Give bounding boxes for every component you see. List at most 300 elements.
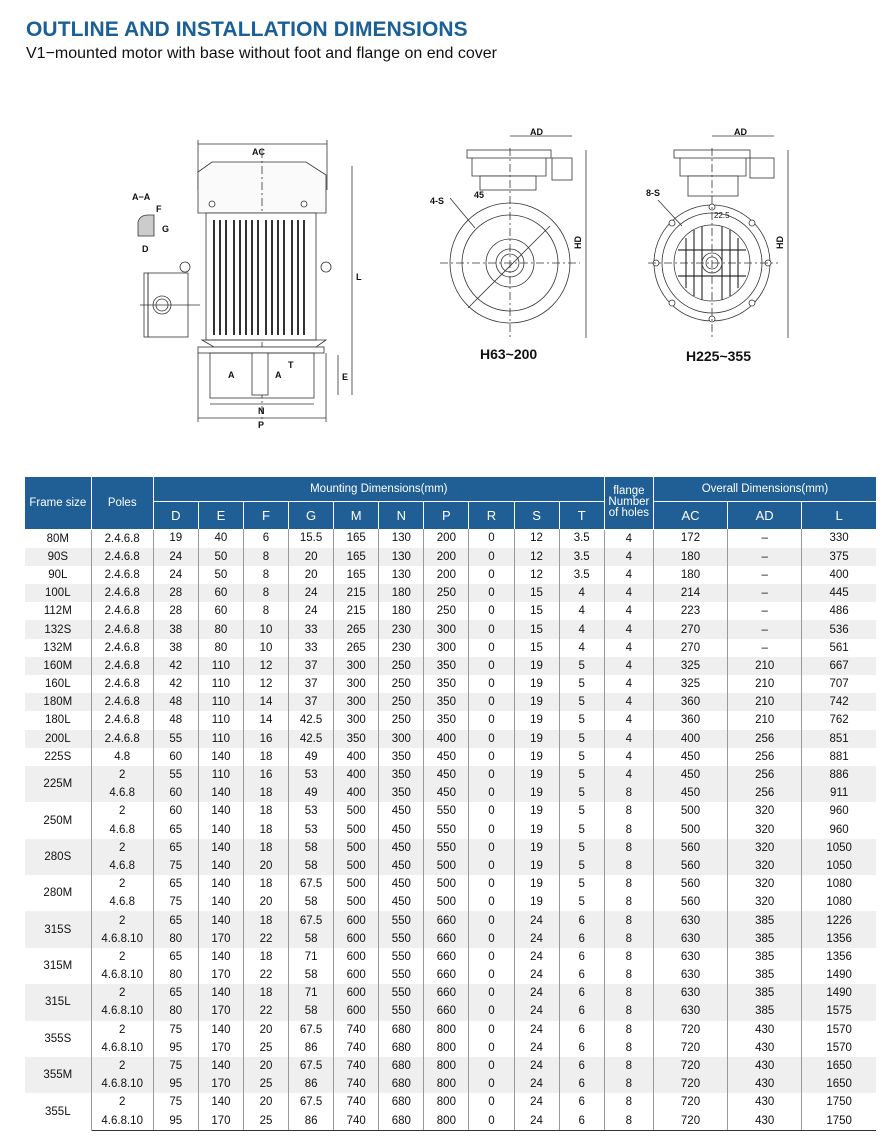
cell-poles: 2 [91, 1093, 153, 1111]
cell-t: 6 [559, 984, 604, 1002]
cell-m: 300 [334, 657, 379, 675]
cell-poles: 2 [91, 875, 153, 893]
cell-s: 19 [514, 875, 559, 893]
table-row [25, 1112, 876, 1131]
header-flange-holes: flange Number of holes [604, 477, 653, 529]
cell-frame-size: 100L [25, 584, 91, 602]
cell-frame-size: 112M [25, 602, 91, 620]
cell-p: 800 [424, 1075, 469, 1093]
cell-m: 740 [334, 1093, 379, 1111]
cell-l: 1650 [802, 1075, 876, 1093]
cell-holes: 4 [604, 748, 653, 766]
cell-t: 5 [559, 730, 604, 748]
cell-poles: 4.6.8 [91, 821, 153, 839]
cell-poles: 2 [91, 948, 153, 966]
cell-g: 42.5 [289, 730, 334, 748]
header-mounting-dimensions: Mounting Dimensions(mm) [153, 477, 604, 502]
cell-poles: 2 [91, 802, 153, 820]
cell-e: 110 [198, 766, 243, 784]
cell-l: 1050 [802, 857, 876, 875]
cell-poles: 4.6.8 [91, 857, 153, 875]
cell-e: 140 [198, 748, 243, 766]
cell-m: 500 [334, 839, 379, 857]
cell-ad: 320 [728, 821, 802, 839]
table-row [25, 1057, 876, 1075]
header-col-r: R [469, 502, 514, 530]
cell-ad: 430 [728, 1057, 802, 1075]
cell-e: 110 [198, 730, 243, 748]
cell-ac: 630 [653, 984, 727, 1002]
cell-s: 19 [514, 730, 559, 748]
cell-n: 450 [379, 857, 424, 875]
cell-s: 19 [514, 784, 559, 802]
cell-f: 20 [243, 1021, 288, 1039]
cell-l: 561 [802, 639, 876, 657]
cell-d: 48 [153, 711, 198, 729]
table-row [25, 857, 876, 875]
cell-r: 0 [469, 566, 514, 584]
label-a-right: A [275, 370, 282, 380]
cell-d: 38 [153, 620, 198, 638]
cell-ac: 720 [653, 1112, 727, 1131]
cell-e: 170 [198, 966, 243, 984]
cell-g: 37 [289, 675, 334, 693]
cell-l: 400 [802, 566, 876, 584]
cell-ad: – [728, 584, 802, 602]
cell-e: 140 [198, 839, 243, 857]
cell-r: 0 [469, 639, 514, 657]
cell-g: 67.5 [289, 1057, 334, 1075]
cell-holes: 4 [604, 675, 653, 693]
cell-m: 500 [334, 857, 379, 875]
cell-d: 60 [153, 802, 198, 820]
cell-poles: 4.6.8.10 [91, 930, 153, 948]
table-row [25, 602, 876, 620]
cell-p: 300 [424, 639, 469, 657]
cell-poles: 2.4.6.8 [91, 711, 153, 729]
cell-f: 16 [243, 730, 288, 748]
cell-r: 0 [469, 1039, 514, 1057]
cell-holes: 8 [604, 930, 653, 948]
cell-frame-size: 132S [25, 620, 91, 638]
cell-l: 445 [802, 584, 876, 602]
cell-f: 12 [243, 675, 288, 693]
table-row [25, 966, 876, 984]
cell-e: 50 [198, 566, 243, 584]
cell-p: 350 [424, 693, 469, 711]
cell-m: 600 [334, 911, 379, 929]
cell-p: 660 [424, 984, 469, 1002]
cell-poles: 4.6.8.10 [91, 1112, 153, 1131]
cell-frame-size: 315L [25, 984, 91, 1020]
cell-r: 0 [469, 948, 514, 966]
cell-frame-size: 160M [25, 657, 91, 675]
cell-l: 881 [802, 748, 876, 766]
table-row [25, 875, 876, 893]
cell-m: 740 [334, 1057, 379, 1075]
cell-ac: 180 [653, 548, 727, 566]
cell-g: 49 [289, 784, 334, 802]
cell-l: 1226 [802, 911, 876, 929]
cell-holes: 8 [604, 1112, 653, 1131]
cell-ac: 450 [653, 748, 727, 766]
cell-poles: 4.6.8.10 [91, 1075, 153, 1093]
cell-n: 450 [379, 802, 424, 820]
cell-l: 1570 [802, 1021, 876, 1039]
cell-holes: 8 [604, 1093, 653, 1111]
cell-e: 140 [198, 893, 243, 911]
cell-n: 450 [379, 821, 424, 839]
cell-g: 24 [289, 602, 334, 620]
cell-g: 71 [289, 984, 334, 1002]
cell-d: 19 [153, 529, 198, 548]
cell-f: 20 [243, 893, 288, 911]
cell-f: 18 [243, 748, 288, 766]
cell-frame-size: 160L [25, 675, 91, 693]
table-row [25, 821, 876, 839]
cell-s: 24 [514, 1057, 559, 1075]
cell-d: 65 [153, 911, 198, 929]
cell-poles: 4.6.8 [91, 784, 153, 802]
cell-e: 110 [198, 657, 243, 675]
cell-t: 3.5 [559, 529, 604, 548]
cell-n: 680 [379, 1039, 424, 1057]
cell-t: 6 [559, 1039, 604, 1057]
cell-s: 19 [514, 802, 559, 820]
cell-d: 95 [153, 1112, 198, 1131]
cell-s: 19 [514, 748, 559, 766]
cell-r: 0 [469, 784, 514, 802]
cell-p: 660 [424, 930, 469, 948]
cell-ac: 560 [653, 875, 727, 893]
cell-ad: 385 [728, 948, 802, 966]
cell-n: 300 [379, 730, 424, 748]
cell-n: 450 [379, 893, 424, 911]
cell-ad: 210 [728, 675, 802, 693]
label-45: 45 [474, 190, 485, 200]
cell-m: 500 [334, 893, 379, 911]
cell-g: 67.5 [289, 911, 334, 929]
cell-frame-size: 355M [25, 1057, 91, 1093]
cell-g: 58 [289, 1002, 334, 1020]
cell-g: 67.5 [289, 875, 334, 893]
table-row [25, 802, 876, 820]
cell-l: 1575 [802, 1002, 876, 1020]
cell-d: 48 [153, 693, 198, 711]
cell-frame-size: 180M [25, 693, 91, 711]
cell-m: 265 [334, 620, 379, 638]
cell-m: 600 [334, 984, 379, 1002]
cell-ac: 560 [653, 893, 727, 911]
cell-t: 5 [559, 711, 604, 729]
table-row [25, 784, 876, 802]
cell-g: 24 [289, 584, 334, 602]
cell-l: 742 [802, 693, 876, 711]
cell-holes: 8 [604, 1021, 653, 1039]
cell-poles: 4.6.8.10 [91, 1002, 153, 1020]
table-row [25, 639, 876, 657]
cell-g: 33 [289, 639, 334, 657]
cell-l: 1050 [802, 839, 876, 857]
cell-ac: 325 [653, 657, 727, 675]
cell-t: 6 [559, 1093, 604, 1111]
cell-ac: 560 [653, 839, 727, 857]
table-row [25, 1002, 876, 1020]
cell-r: 0 [469, 1057, 514, 1075]
cell-r: 0 [469, 966, 514, 984]
cell-s: 12 [514, 529, 559, 548]
cell-t: 5 [559, 693, 604, 711]
table-row [25, 548, 876, 566]
cell-r: 0 [469, 1112, 514, 1131]
cell-r: 0 [469, 620, 514, 638]
cell-holes: 8 [604, 966, 653, 984]
cell-t: 4 [559, 584, 604, 602]
cell-m: 165 [334, 548, 379, 566]
cell-s: 24 [514, 1021, 559, 1039]
cell-holes: 8 [604, 1057, 653, 1075]
header-col-n: N [379, 502, 424, 530]
cell-d: 80 [153, 966, 198, 984]
cell-ac: 630 [653, 948, 727, 966]
dimensions-table [25, 477, 876, 1131]
cell-ad: 430 [728, 1112, 802, 1131]
cell-d: 42 [153, 657, 198, 675]
cell-f: 25 [243, 1075, 288, 1093]
cell-ac: 450 [653, 784, 727, 802]
cell-t: 5 [559, 802, 604, 820]
cell-n: 550 [379, 911, 424, 929]
cell-m: 600 [334, 1002, 379, 1020]
cell-ac: 223 [653, 602, 727, 620]
cell-ad: 256 [728, 748, 802, 766]
cell-s: 19 [514, 821, 559, 839]
cell-p: 800 [424, 1021, 469, 1039]
cell-p: 800 [424, 1039, 469, 1057]
cell-poles: 2 [91, 766, 153, 784]
cell-r: 0 [469, 693, 514, 711]
cell-ad: 385 [728, 1002, 802, 1020]
cell-ac: 720 [653, 1075, 727, 1093]
cell-r: 0 [469, 766, 514, 784]
cell-m: 740 [334, 1075, 379, 1093]
cell-p: 350 [424, 675, 469, 693]
cell-d: 60 [153, 748, 198, 766]
cell-d: 80 [153, 930, 198, 948]
cell-f: 8 [243, 548, 288, 566]
cell-ac: 500 [653, 802, 727, 820]
caption-h225-355: H225~355 [686, 348, 752, 364]
cell-e: 140 [198, 875, 243, 893]
cell-e: 140 [198, 784, 243, 802]
cell-l: 1356 [802, 948, 876, 966]
side-view-drawing [130, 130, 370, 430]
table-row [25, 948, 876, 966]
cell-ac: 214 [653, 584, 727, 602]
cell-frame-size: 315S [25, 911, 91, 947]
cell-s: 19 [514, 657, 559, 675]
cell-t: 5 [559, 893, 604, 911]
cell-d: 65 [153, 821, 198, 839]
cell-l: 1080 [802, 893, 876, 911]
cell-ad: 320 [728, 802, 802, 820]
cell-n: 250 [379, 693, 424, 711]
label-section-aa: A−A [132, 192, 151, 202]
cell-l: 960 [802, 802, 876, 820]
cell-s: 24 [514, 966, 559, 984]
table-row [25, 620, 876, 638]
header-poles: Poles [91, 477, 153, 529]
page-title: OUTLINE AND INSTALLATION DIMENSIONS [26, 18, 468, 41]
cell-ad: 210 [728, 693, 802, 711]
cell-t: 5 [559, 857, 604, 875]
cell-g: 58 [289, 893, 334, 911]
cell-holes: 8 [604, 1039, 653, 1057]
cell-m: 400 [334, 766, 379, 784]
cell-s: 19 [514, 893, 559, 911]
cell-ad: 210 [728, 657, 802, 675]
cell-e: 170 [198, 1075, 243, 1093]
cell-holes: 8 [604, 821, 653, 839]
cell-f: 22 [243, 966, 288, 984]
cell-s: 24 [514, 984, 559, 1002]
cell-g: 49 [289, 748, 334, 766]
cell-g: 71 [289, 948, 334, 966]
cell-n: 350 [379, 784, 424, 802]
cell-t: 6 [559, 1075, 604, 1093]
cell-poles: 2.4.6.8 [91, 529, 153, 548]
cell-ac: 450 [653, 766, 727, 784]
cell-l: 1490 [802, 984, 876, 1002]
cell-f: 16 [243, 766, 288, 784]
cell-d: 60 [153, 784, 198, 802]
cell-n: 680 [379, 1093, 424, 1111]
cell-frame-size: 132M [25, 639, 91, 657]
cell-g: 15.5 [289, 529, 334, 548]
cell-r: 0 [469, 839, 514, 857]
header-col-m: M [334, 502, 379, 530]
cell-e: 110 [198, 711, 243, 729]
cell-holes: 8 [604, 784, 653, 802]
cell-t: 5 [559, 748, 604, 766]
cell-n: 230 [379, 620, 424, 638]
label-d: D [142, 244, 149, 254]
cell-m: 350 [334, 730, 379, 748]
cell-d: 95 [153, 1039, 198, 1057]
cell-r: 0 [469, 984, 514, 1002]
cell-d: 75 [153, 1093, 198, 1111]
cell-f: 18 [243, 875, 288, 893]
cell-f: 12 [243, 657, 288, 675]
cell-poles: 2.4.6.8 [91, 693, 153, 711]
cell-holes: 4 [604, 657, 653, 675]
cell-ad: – [728, 602, 802, 620]
cell-frame-size: 280S [25, 839, 91, 875]
cell-m: 740 [334, 1039, 379, 1057]
label-4s: 4-S [430, 196, 445, 206]
cell-r: 0 [469, 802, 514, 820]
cell-m: 600 [334, 930, 379, 948]
cell-holes: 4 [604, 730, 653, 748]
cell-d: 55 [153, 730, 198, 748]
cell-r: 0 [469, 1075, 514, 1093]
cell-ad: 385 [728, 984, 802, 1002]
cell-n: 130 [379, 548, 424, 566]
cell-m: 500 [334, 821, 379, 839]
cell-e: 140 [198, 1093, 243, 1111]
cell-d: 65 [153, 875, 198, 893]
cell-p: 800 [424, 1112, 469, 1131]
cell-p: 660 [424, 948, 469, 966]
header-col-p: P [424, 502, 469, 530]
cell-s: 15 [514, 639, 559, 657]
cell-p: 350 [424, 711, 469, 729]
cell-ac: 325 [653, 675, 727, 693]
cell-p: 550 [424, 821, 469, 839]
cell-frame-size: 355S [25, 1021, 91, 1057]
cell-r: 0 [469, 584, 514, 602]
cell-t: 5 [559, 766, 604, 784]
cell-g: 86 [289, 1112, 334, 1131]
cell-s: 19 [514, 711, 559, 729]
cell-ac: 630 [653, 930, 727, 948]
cell-p: 450 [424, 748, 469, 766]
cell-r: 0 [469, 1021, 514, 1039]
cell-d: 75 [153, 1021, 198, 1039]
cell-t: 5 [559, 821, 604, 839]
cell-ac: 720 [653, 1057, 727, 1075]
cell-frame-size: 250M [25, 802, 91, 838]
cell-d: 24 [153, 566, 198, 584]
cell-g: 67.5 [289, 1093, 334, 1111]
cell-holes: 8 [604, 893, 653, 911]
cell-r: 0 [469, 875, 514, 893]
cell-r: 0 [469, 930, 514, 948]
cell-l: 375 [802, 548, 876, 566]
cell-e: 60 [198, 602, 243, 620]
cell-holes: 4 [604, 711, 653, 729]
cell-g: 33 [289, 620, 334, 638]
cell-g: 20 [289, 566, 334, 584]
label-hd-large: HD [775, 236, 785, 249]
table-row [25, 693, 876, 711]
cell-r: 0 [469, 675, 514, 693]
cell-f: 14 [243, 693, 288, 711]
label-a-left: A [228, 370, 235, 380]
cell-e: 140 [198, 1021, 243, 1039]
cell-frame-size: 80M [25, 529, 91, 548]
table-row [25, 893, 876, 911]
table-row [25, 748, 876, 766]
cell-f: 20 [243, 1093, 288, 1111]
cell-ad: 320 [728, 857, 802, 875]
cell-n: 680 [379, 1021, 424, 1039]
cell-r: 0 [469, 821, 514, 839]
cell-e: 140 [198, 984, 243, 1002]
cell-g: 53 [289, 802, 334, 820]
header-col-f: F [243, 502, 288, 530]
cell-ac: 560 [653, 857, 727, 875]
cell-r: 0 [469, 602, 514, 620]
cell-ac: 630 [653, 911, 727, 929]
cell-t: 4 [559, 620, 604, 638]
label-f: F [156, 204, 162, 214]
cell-g: 42.5 [289, 711, 334, 729]
cell-e: 140 [198, 948, 243, 966]
cell-f: 22 [243, 1002, 288, 1020]
cell-r: 0 [469, 529, 514, 548]
cell-ad: – [728, 639, 802, 657]
